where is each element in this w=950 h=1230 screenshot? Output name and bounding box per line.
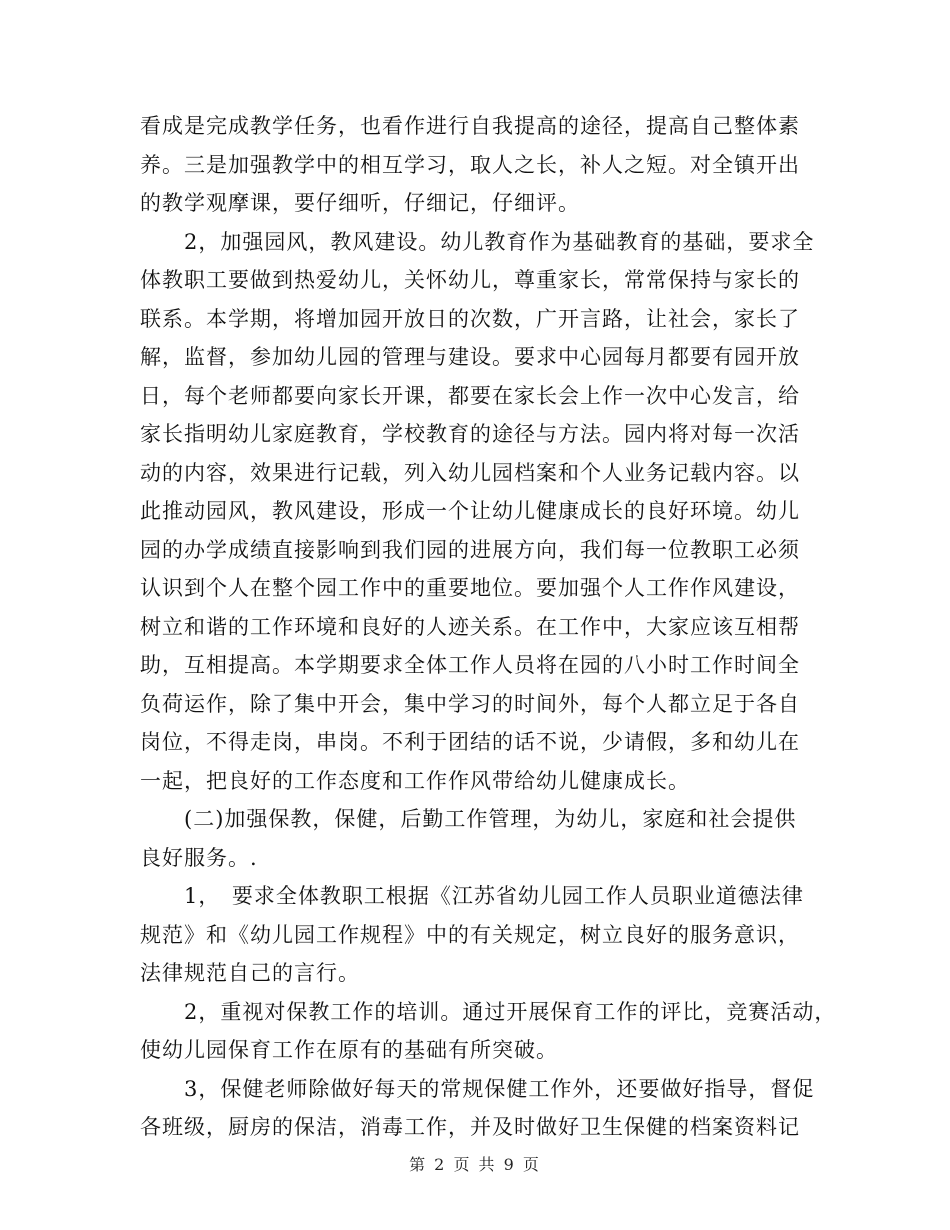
text-line: 树立和谐的工作环境和良好的人迹关系。在工作中，大家应该互相帮 [140, 614, 800, 639]
text-line: 良好服务。. [140, 845, 258, 870]
text-line: 2，加强园风，教风建设。幼儿教育作为基础教育的基础，要求全 [140, 229, 815, 254]
text-line: 日，每个老师都要向家长开课，都要在家长会上作一次中心发言，给 [140, 383, 800, 408]
text-line: 一起，把良好的工作态度和工作作风带给幼儿健康成长。 [140, 768, 690, 793]
text-line: 看成是完成教学任务，也看作进行自我提高的途径，提高自己整体素 [140, 114, 800, 138]
text-line: 此推动园风，教风建设，形成一个让幼儿健康成长的良好环境。幼儿 [140, 499, 800, 523]
text-line: 岗位，不得走岗，串岗。不利于团结的话不说，少请假，多和幼儿在 [140, 730, 800, 754]
text-line: 2，重视对保教工作的培训。通过开展保育工作的评比，竞赛活动， [140, 999, 837, 1024]
text-line: 负荷运作，除了集中开会，集中学习的时间外，每个人都立足于各自 [140, 691, 800, 716]
text-line: 的教学观摩课，要仔细听，仔细记，仔细评。 [140, 191, 580, 215]
text-line: 养。三是加强教学中的相互学习，取人之长，补人之短。对全镇开出 [140, 152, 800, 177]
text-line: 助，互相提高。本学期要求全体工作人员将在园的八小时工作时间全 [140, 653, 800, 677]
text-line: 1， 要求全体教职工根据《江苏省幼儿园工作人员职业道德法律 [140, 884, 804, 908]
text-line: 园的办学成绩直接影响到我们园的进展方向，我们每一位教职工必须 [140, 537, 800, 562]
text-line: 法律规范自己的言行。 [140, 961, 360, 985]
text-line: 规范》和《幼儿园工作规程》中的有关规定，树立良好的服务意识， [140, 922, 800, 947]
text-line: 动的内容，效果进行记载，列入幼儿园档案和个人业务记载内容。以 [140, 460, 800, 485]
text-line: 家长指明幼儿家庭教育，学校教育的途径与方法。园内将对每一次活 [140, 422, 800, 446]
text-line: (二)加强保教，保健，后勤工作管理，为幼儿，家庭和社会提供 [140, 807, 797, 831]
text-line: 体教职工要做到热爱幼儿，关怀幼儿，尊重家长，常常保持与家长的 [140, 268, 800, 292]
text-line: 使幼儿园保育工作在原有的基础有所突破。 [140, 1038, 558, 1062]
text-line: 解，监督，参加幼儿园的管理与建设。要求中心园每月都要有园开放 [140, 345, 800, 369]
document-body [140, 108, 840, 1148]
text-line: 认识到个人在整个园工作中的重要地位。要加强个人工作作风建设， [140, 576, 800, 600]
text-line: 各班级，厨房的保洁，消毒工作，并及时做好卫生保健的档案资料记 [140, 1115, 800, 1139]
text-line: 联系。本学期，将增加园开放日的次数，广开言路，让社会，家长了 [140, 306, 800, 331]
page-number: 第 2 页 共 9 页 [409, 1155, 541, 1174]
text-line: 3，保健老师除做好每天的常规保健工作外，还要做好指导，督促 [140, 1076, 815, 1101]
